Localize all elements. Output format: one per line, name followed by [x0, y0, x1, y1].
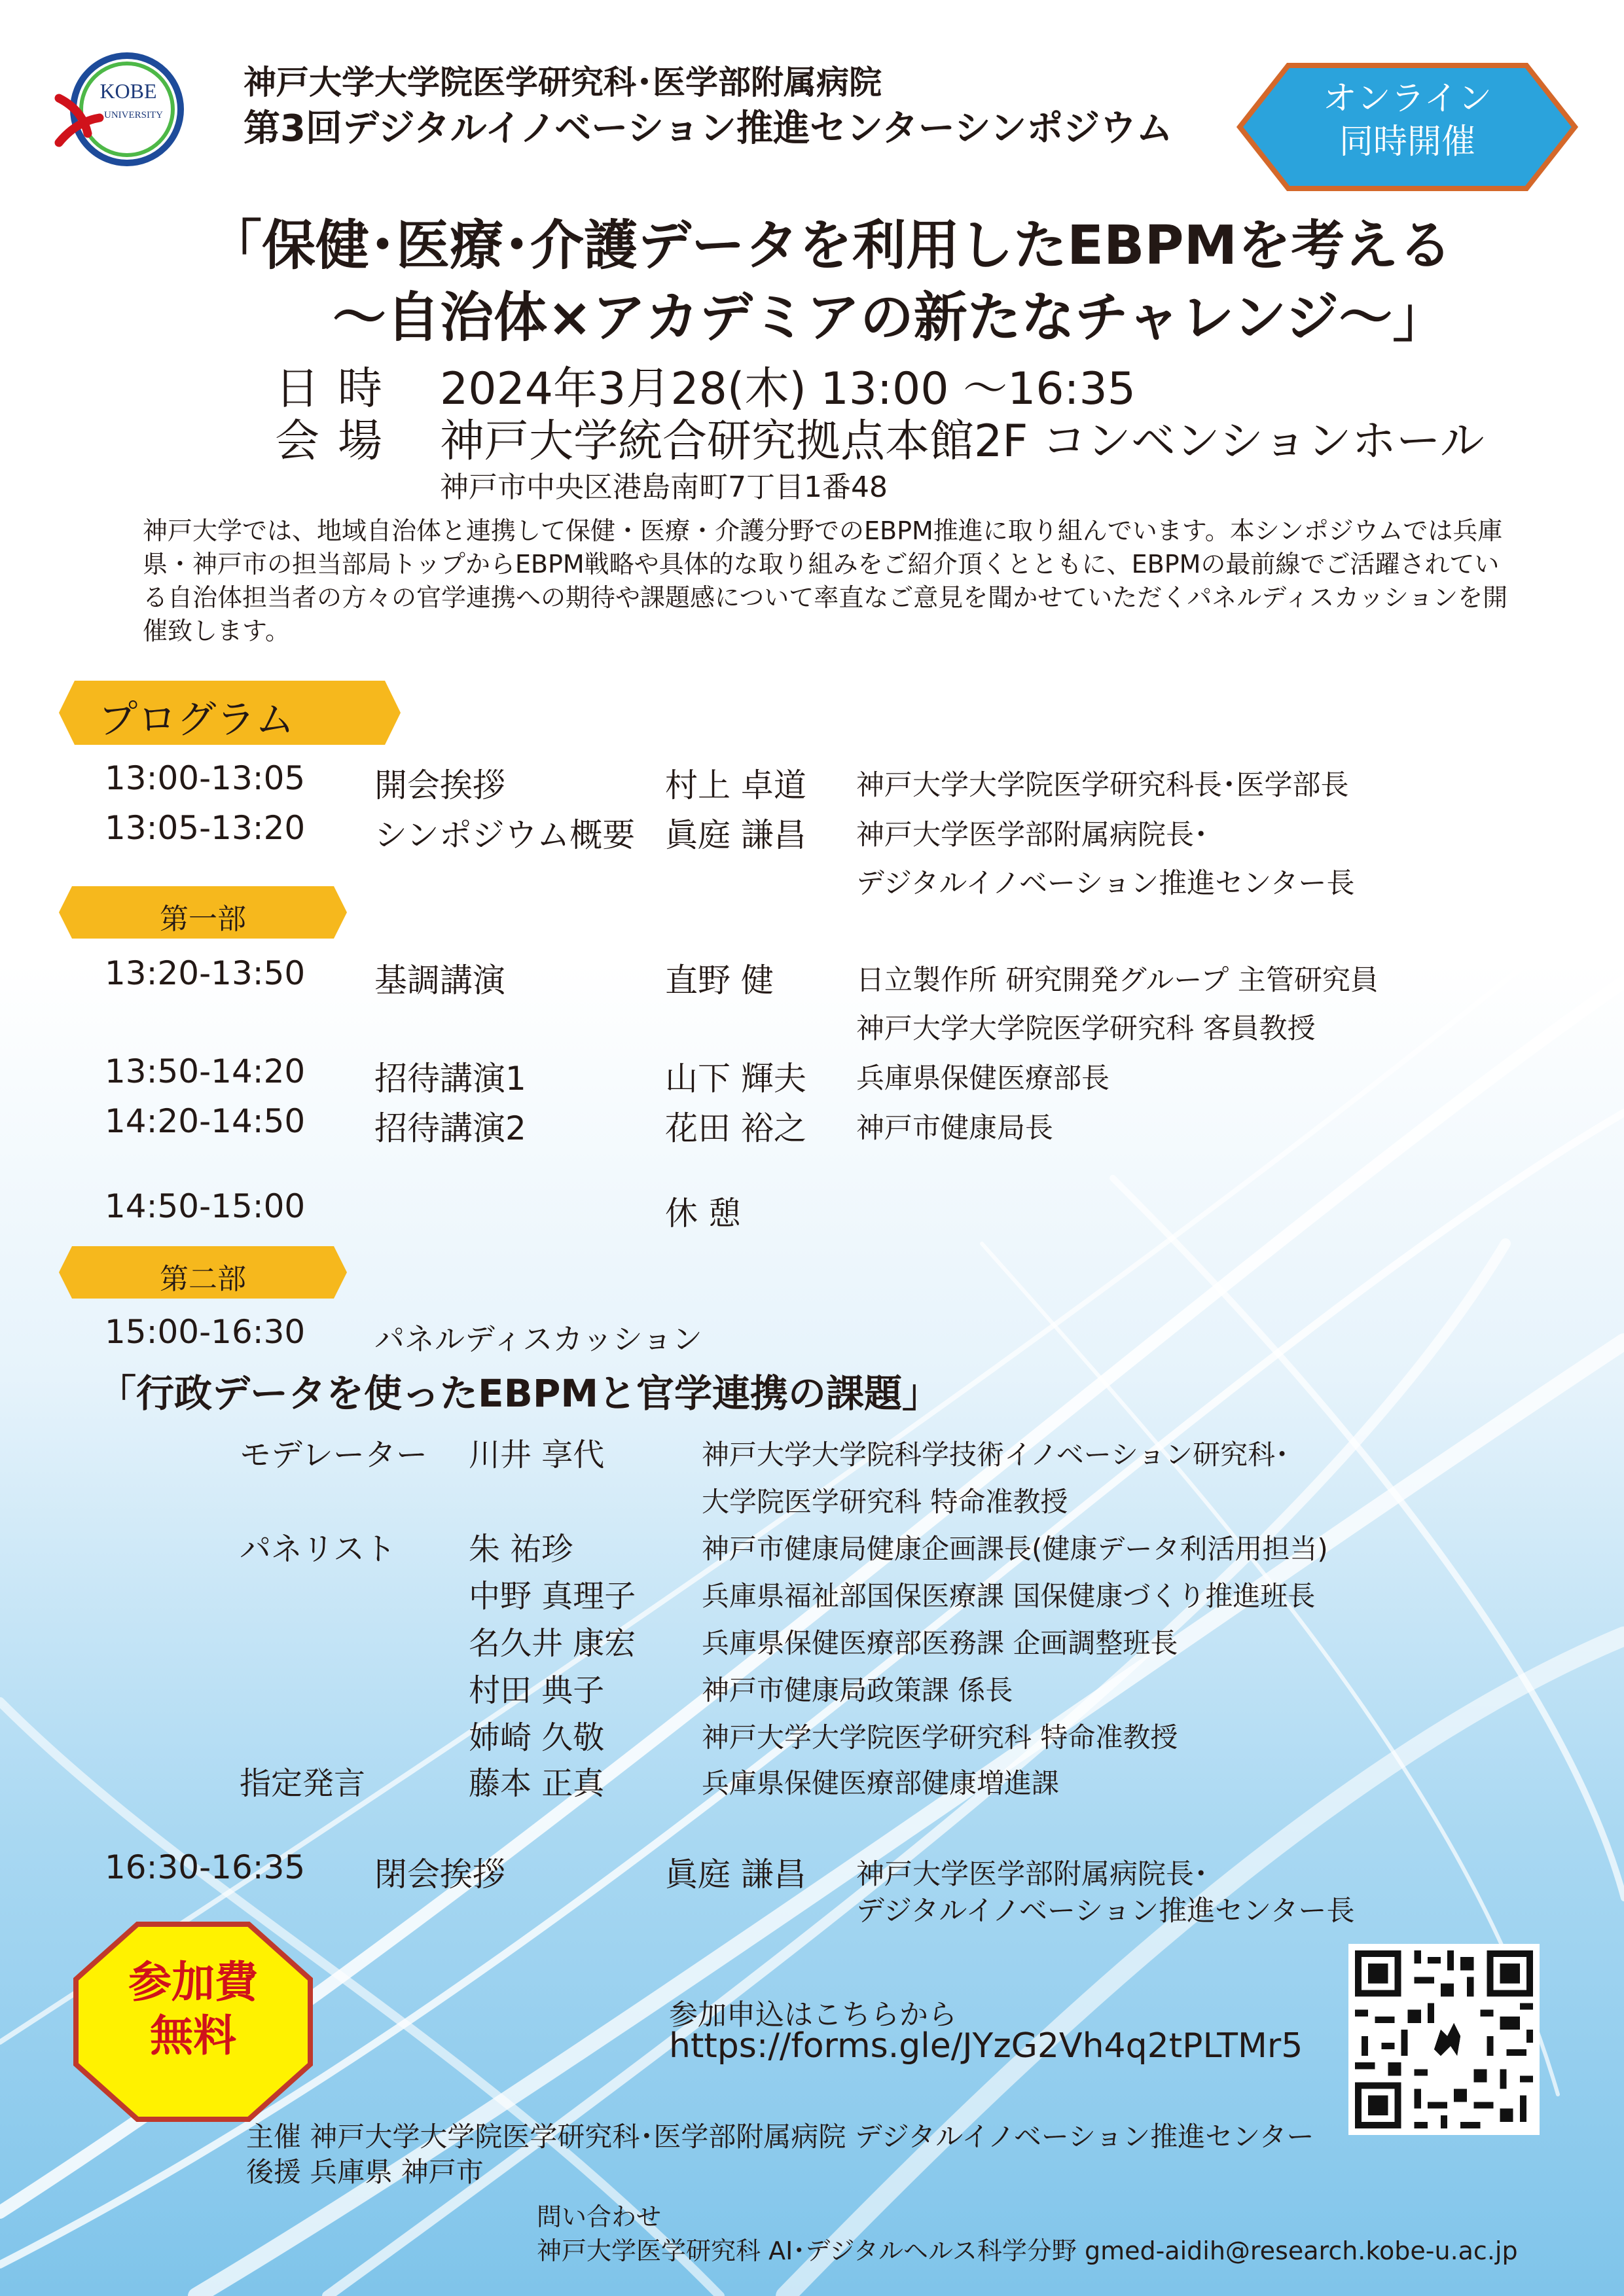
venue-address: 神戸市中央区港島南町7丁目1番48 — [440, 471, 888, 504]
program-item: 閉会挨拶 — [374, 1856, 505, 1893]
panel-role: 指定発言 — [240, 1765, 366, 1802]
apply-label: 参加申込はこちらから — [669, 1998, 957, 2032]
online-badge-text: オンライン 同時開催 — [1322, 79, 1492, 162]
main-title-line1: 「保健･医療･介護データを利用したEBPMを考える — [208, 215, 1453, 277]
program-speaker: 眞庭 謙昌 — [665, 816, 806, 854]
intro-paragraph: 神戸大学では、地域自治体と連携して保健・医療・介護分野でのEBPM推進に取り組んでいます。本シンポジウムでは兵庫県・神戸市の担当部局トップからEBPM戦略や具体的な取り組みをご紹介頂くとともに、EBPMの最前線でご活躍されている自治体担当者の方々の官学連携への期待や課題感について率直なご意見を聞かせていただくパネルディスカッションを開催致します。 — [143, 516, 1508, 645]
program-affiliation: 神戸大学医学部附属病院長･ — [856, 1858, 1208, 1891]
program-affiliation: 日立製作所 研究開発グループ 主管研究員 — [856, 964, 1379, 997]
symposium-heading: 第3回デジタルイノベーション推進センターシンポジウム — [244, 107, 1173, 150]
qr-code-icon[interactable] — [1348, 1944, 1540, 2135]
program-item: 開会挨拶 — [374, 766, 505, 804]
date-value: 2024年3月28(木) 13:00 ～16:35 — [440, 363, 1136, 415]
program-time: 16:30-16:35 — [105, 1848, 306, 1886]
panel-affiliation: 兵庫県福祉部国保医療課 国保健康づくり推進班長 — [702, 1580, 1316, 1612]
program-affiliation: デジタルイノベーション推進センター長 — [856, 867, 1355, 900]
program-time: 14:20-14:50 — [105, 1102, 306, 1140]
panel-affiliation: 神戸大学大学院医学研究科 特命准教授 — [702, 1721, 1178, 1753]
program-speaker: 山下 輝夫 — [665, 1060, 806, 1098]
kobe-university-logo — [50, 50, 190, 169]
panel-affiliation: 神戸市健康局政策課 係長 — [702, 1674, 1013, 1706]
free-admission-badge-text: 参加費 無料 — [128, 1957, 258, 2061]
program-item: シンポジウム概要 — [374, 816, 636, 854]
apply-url-link[interactable]: https://forms.gle/JYzG2Vh4q2tPLTMr5 — [669, 2026, 1303, 2066]
program-item: 基調講演 — [374, 961, 505, 999]
program-time: 15:00-16:30 — [105, 1313, 306, 1351]
panel-name: 朱 祐珍 — [469, 1531, 573, 1568]
program-affiliation: 神戸大学医学部附属病院長･ — [856, 819, 1208, 852]
program-affiliation: デジタルイノベーション推進センター長 — [856, 1895, 1355, 1928]
panel-title: 「行政データを使ったEBPMと官学連携の課題」 — [98, 1371, 941, 1416]
program-break: 休 憩 — [665, 1194, 741, 1232]
support-credit: 後援 兵庫県 神戸市 — [246, 2156, 484, 2188]
panel-name: 藤本 正真 — [469, 1765, 605, 1802]
program-affiliation: 神戸市健康局長 — [856, 1112, 1053, 1145]
program-time: 13:00-13:05 — [105, 759, 306, 797]
panel-name: 名久井 康宏 — [469, 1625, 636, 1662]
part1-label: 第一部 — [160, 903, 246, 936]
program-item: パネルディスカッション — [374, 1321, 702, 1357]
program-item: 招待講演1 — [374, 1060, 526, 1098]
panel-role: モデレーター — [240, 1437, 428, 1473]
program-item: 招待講演2 — [374, 1109, 526, 1147]
program-affiliation: 神戸大学大学院医学研究科 客員教授 — [856, 1013, 1316, 1045]
panel-affiliation: 大学院医学研究科 特命准教授 — [702, 1486, 1068, 1518]
program-speaker: 眞庭 謙昌 — [665, 1856, 806, 1893]
venue-value: 神戸大学統合研究拠点本館2F コンベンションホール — [440, 416, 1485, 467]
panel-name: 中野 真理子 — [469, 1578, 636, 1615]
main-title-line2: ～自治体×アカデミアの新たなチャレンジ～」 — [333, 287, 1447, 349]
panel-affiliation: 兵庫県保健医療部医務課 企画調整班長 — [702, 1627, 1178, 1659]
organizer-credit: 主催 神戸大学大学院医学研究科･医学部附属病院 デジタルイノベーション推進センター — [246, 2121, 1314, 2153]
program-time: 13:05-13:20 — [105, 809, 306, 847]
program-time: 13:20-13:50 — [105, 954, 306, 992]
organizer-heading: 神戸大学大学院医学研究科･医学部附属病院 — [244, 63, 882, 101]
venue-label: 会場 — [275, 416, 401, 467]
logo-wordmark-top: KOBE — [99, 79, 157, 103]
contact-info: 神戸大学医学研究科 AI･デジタルヘルス科学分野 gmed-aidih@research.kobe-u.ac.jp — [537, 2236, 1518, 2265]
panel-affiliation: 兵庫県保健医療部健康増進課 — [702, 1767, 1060, 1799]
program-speaker: 村上 卓道 — [665, 766, 806, 804]
part2-label: 第二部 — [160, 1263, 246, 1296]
panel-affiliation: 神戸大学大学院科学技術イノベーション研究科･ — [702, 1439, 1290, 1471]
panel-affiliation: 神戸市健康局健康企画課長(健康データ利活用担当) — [702, 1533, 1328, 1565]
program-time: 13:50-14:20 — [105, 1052, 306, 1090]
contact-label: 問い合わせ — [537, 2202, 662, 2231]
program-affiliation: 神戸大学大学院医学研究科長･医学部長 — [856, 769, 1349, 802]
panel-name: 川井 享代 — [469, 1437, 605, 1473]
logo-wordmark-bottom: UNIVERSITY — [104, 110, 163, 120]
panel-name: 姉崎 久敬 — [469, 1719, 605, 1756]
program-time: 14:50-15:00 — [105, 1187, 306, 1225]
program-affiliation: 兵庫県保健医療部長 — [856, 1062, 1110, 1095]
program-speaker: 花田 裕之 — [665, 1109, 806, 1147]
program-label: プログラム — [98, 697, 295, 743]
program-speaker: 直野 健 — [665, 961, 774, 999]
date-label: 日時 — [275, 363, 401, 415]
panel-name: 村田 典子 — [469, 1672, 605, 1709]
panel-role: パネリスト — [240, 1531, 397, 1568]
